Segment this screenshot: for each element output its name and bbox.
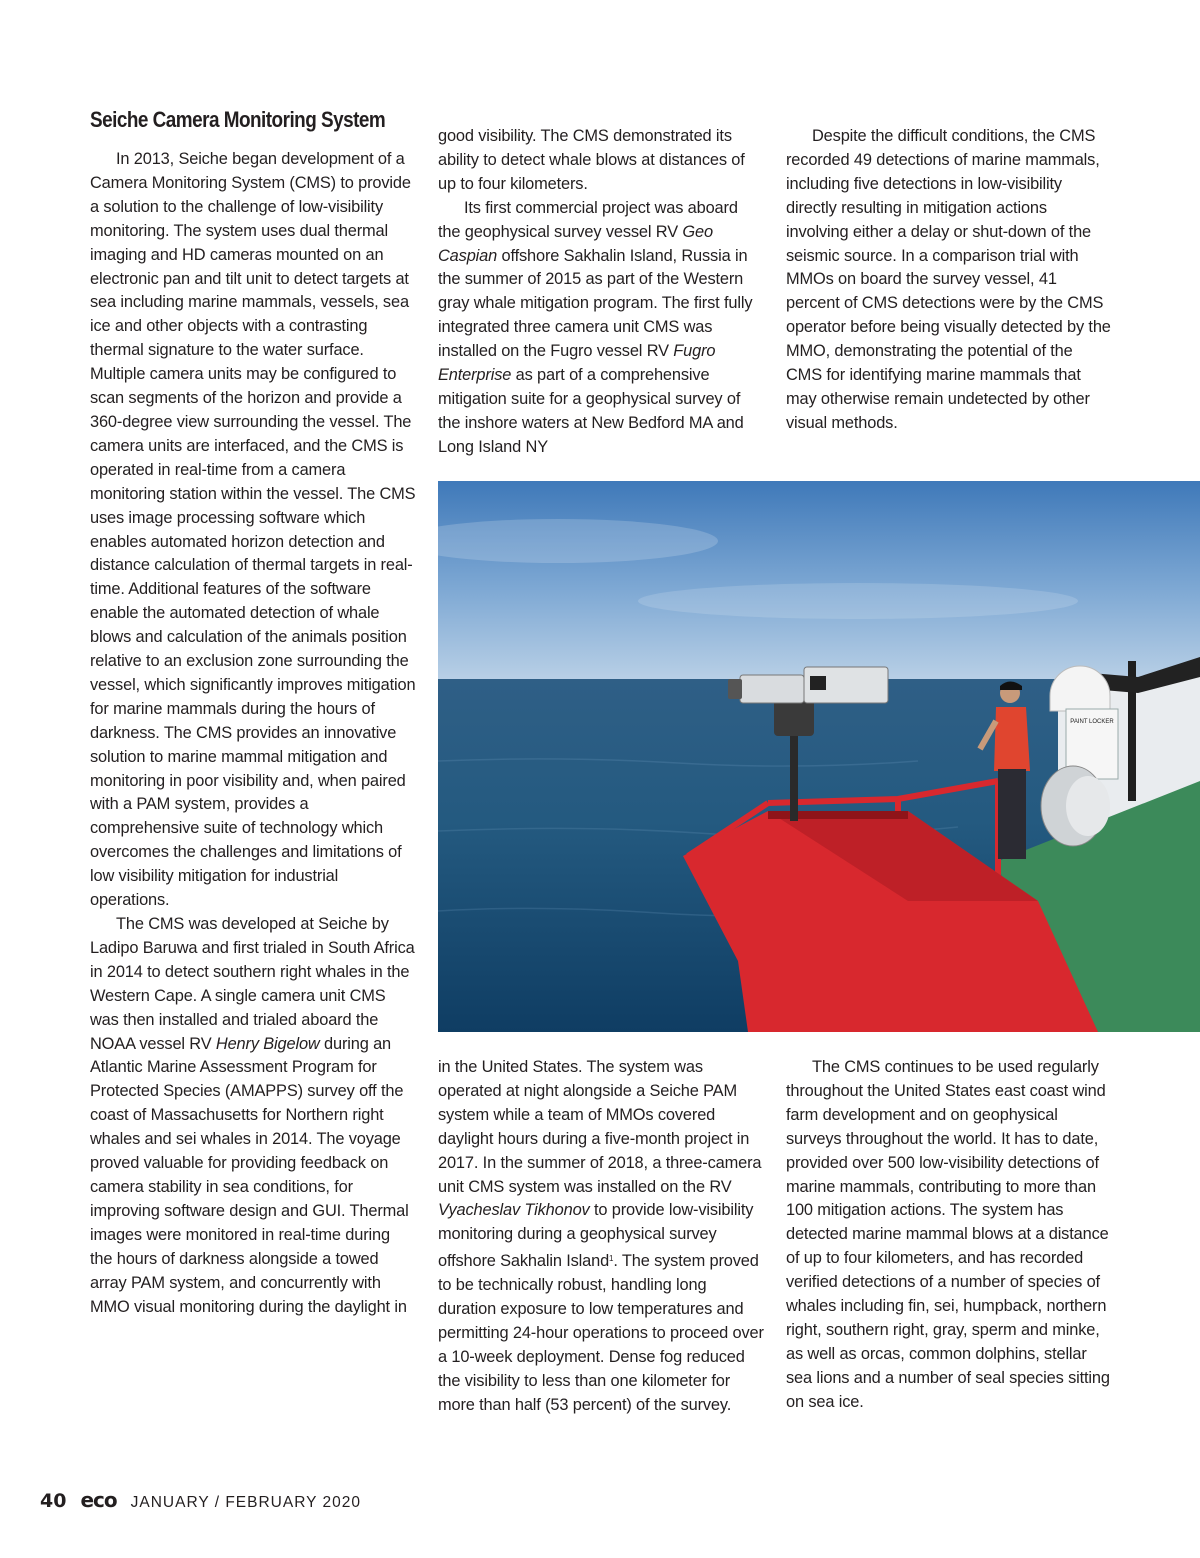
paragraph: The CMS continues to be used regularly throughout the United States east coast wind farm development and on geophysical surveys throughout the world. It has to date, provided over 500 low-visibility detections of marine mammals, contributing to more than 100 mitigation actions. The system has detected marine mammal blows at a distance of up to four kilometers, and has recorded verified detections of a number of species of whales including fin, sei, humpback, northern right, southern right, gray, sperm and minke, as well as orcas, common dolphins, stellar sea lions and a number of seal species sitting on sea ice. bbox=[786, 1058, 1110, 1411]
paragraph: good visibility. The CMS demonstrated its ability to detect whale blows at distances of up to four kilometers. bbox=[438, 127, 745, 193]
paragraph: in the United States. The system was operated at night alongside a Seiche PAM system while a team of MMOs covered daylight hours during a five-month project in 2017. In the summer of 2018, a three-camera unit CMS system was installed on the RV Vyacheslav Tikhonov to provide low-visibility monitoring during a geophysical survey offshore Sakhalin Island$^1$. The system proved to be technically robust, handling long duration exposure to low temperatures and permitting 24-hour operations to proceed over a 10-week deployment. Dense fog reduced the visibility to less than one kilometer for more than half (53 percent) of the survey. bbox=[438, 1058, 764, 1414]
sky bbox=[438, 481, 1200, 681]
issue-date: JANUARY / FEBRUARY 2020 bbox=[130, 1494, 361, 1511]
column-3-bottom bbox=[786, 1056, 1112, 1415]
column-3-top bbox=[786, 125, 1112, 436]
vessel-name: Henry Bigelow bbox=[215, 1034, 320, 1053]
page-number: 40 bbox=[40, 1490, 67, 1512]
paragraph: Its first commercial project was aboard the geophysical survey vessel RV Geo Caspian offshore Sakhalin Island, Russia in the summer of 2015 as part of the Western gray whale mitigation program. The first fully integrated three camera unit CMS was installed on the Fugro vessel RV Fugro Enterprise as part of a comprehensive mitigation suite for a geophysical survey of the inshore waters at New Bedford MA and Long Island NY bbox=[438, 198, 753, 456]
locker-sign: PAINT LOCKER bbox=[1070, 719, 1114, 725]
paragraph: Despite the difficult conditions, the CMS recorded 49 detections of marine mammals, including five detections in low-visibility directly resulting in mitigation actions involving either a delay or shut-down of the seismic source. In a comparison trial with MMOs on board the survey vessel, 41 percent of CMS detections were by the CMS operator before being visually detected by the MMO, demonstrating the potential of the CMS for identifying marine mammals that may otherwise remain undetected by other visual methods. bbox=[786, 127, 1111, 432]
page-footer bbox=[40, 1488, 361, 1512]
column-1 bbox=[90, 148, 416, 1319]
photo-camera-on-ship bbox=[438, 481, 1200, 1032]
column-2-bottom bbox=[438, 1056, 764, 1418]
magazine-logo: eco bbox=[80, 1488, 117, 1512]
column-2-top bbox=[438, 125, 764, 460]
paragraph: The CMS was developed at Seiche by Ladipo Baruwa and first trialed in South Africa in 2014 to detect southern right whales in the Western Cape. A single camera unit CMS was then installed and trialed aboard the NOAA vessel RV Henry Bigelow during an Atlantic Marine Assessment Program for Protected Species (AMAPPS) survey off the coast of Massachusetts for Northern right whales and sei whales in 2014. The voyage proved valuable for providing feedback on camera stability in sea conditions, for improving software design and GUI. Thermal images were monitored in real-time during the hours of darkness alongside a towed array PAM system, and concurrently with MMO visual monitoring during the daylight in bbox=[90, 915, 415, 1316]
article-title: Seiche Camera Monitoring System bbox=[90, 107, 386, 132]
vessel-name: Geo Caspian bbox=[438, 222, 713, 265]
paragraph: In 2013, Seiche began development of a Camera Monitoring System (CMS) to provide a solution to the challenge of low-visibility monitoring. The system uses dual thermal imaging and HD cameras mounted on an electronic pan and tilt unit to detect targets at sea including marine mammals, vessels, sea ice and other objects with a contrasting thermal signature to the water surface. Multiple camera units may be configured to scan segments of the horizon and provide a 360-degree view surrounding the vessel. The camera units are interfaced, and the CMS is operated in real-time from a camera monitoring station within the vessel. The CMS uses image processing software which enables automated horizon detection and distance calculation of thermal targets in real-time. Additional features of the software enable the automated detection of whale blows and calculation of the animals position relative to an exclusion zone surrounding the vessel, which significantly improves mitigation for marine mammals during the hours of darkness. The CMS provides an innovative solution to marine mammal mitigation and monitoring in poor visibility and, when paired with a PAM system, provides a comprehensive suite of technology which overcomes the challenges and limitations of low visibility mitigation for industrial operations. bbox=[90, 150, 416, 910]
vessel-name: Fugro Enterprise bbox=[438, 342, 716, 385]
footnote-marker: 1 bbox=[609, 1254, 614, 1264]
vessel-name: Vyacheslav Tikhonov bbox=[438, 1201, 590, 1220]
